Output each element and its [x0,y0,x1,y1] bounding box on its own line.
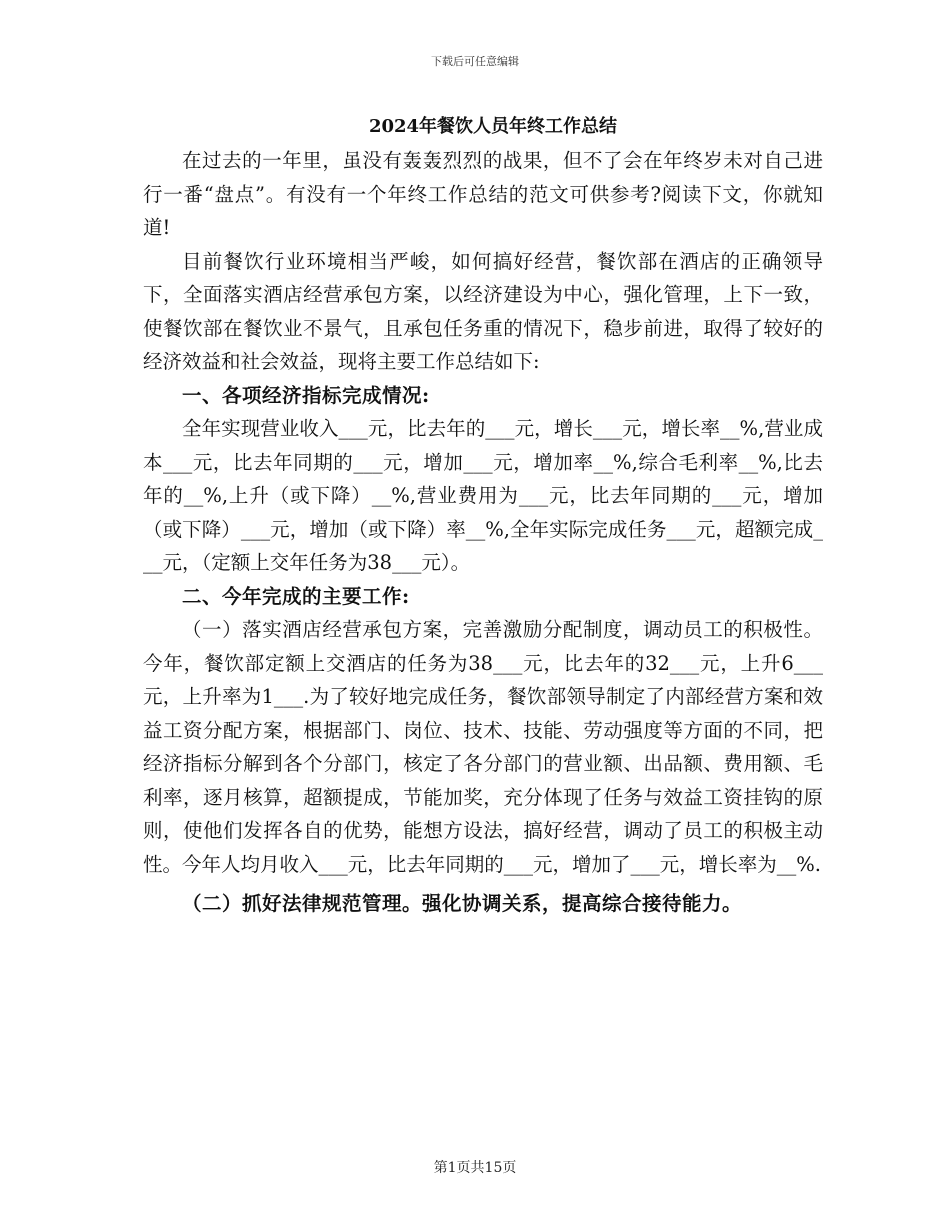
section-2-heading: 二、今年完成的主要工作: [182,584,410,608]
section-2-item-2-heading: （二）抓好法律规范管理。强化协调关系，提高综合接待能力。 [182,892,743,915]
header-note: 下载后可任意编辑 [431,55,519,68]
intro-paragraph: 在过去的一年里，虽没有轰轰烈烈的战果，但不了会在年终岁未对自己进行一番“盘点”。有没有一个年终工作总结的范文可供参考?阅读下文，你就知道! [143,149,823,239]
section-2-item-1: （一）落实酒店经营承包方案，完善激励分配制度，调动员工的积极性。今年，餐饮部定额上交酒店的任务为38___元，比去年的32___元，上升6___元，上升率为1___.为了较好地完成任务，餐饮部领导制定了内部经营方案和效益工资分配方案，根据部门、岗位、技术、技能、劳动强度等方面的不同，把经济指标分解到各个分部门，核定了各分部门的营业额、出品额、费用额、毛利率，逐月核算，超额提成，节能加奖，充分体现了任务与效益工资挂钩的原则，使他们发挥各自的优势，能想方设法，搞好经营，调动了员工的积极主动性。今年人均月收入___元，比去年同期的___元，增加了___元，增长率为__%. [143,618,823,876]
overview-paragraph: 目前餐饮行业环境相当严峻，如何搞好经营，餐饮部在酒店的正确领导下，全面落实酒店经营承包方案，以经济建设为中心，强化管理，上下一致，使餐饮部在餐饮业不景气，且承包任务重的情况下，稳步前进，取得了较好的经济效益和社会效益，现将主要工作总结如下: [143,249,823,373]
section-1-body: 全年实现营业收入___元，比去年的___元，增长___元，增长率__%,营业成本___元，比去年同期的___元，增加___元，增加率__%,综合毛利率__%,比去年的__%,上升（或下降）__%,营业费用为___元，比去年同期的___元，增加（或下降）___元，增加（或下降）率__%,全年实际完成任务___元，超额完成___元，（定额上交年任务为38___元）。 [143,417,823,574]
document-title: 2024年餐饮人员年终工作总结 [368,116,618,137]
document-body [143,112,823,923]
page-indicator: 第1页共15页 [433,1160,517,1176]
section-1-heading: 一、各项经济指标完成情况: [182,383,430,407]
